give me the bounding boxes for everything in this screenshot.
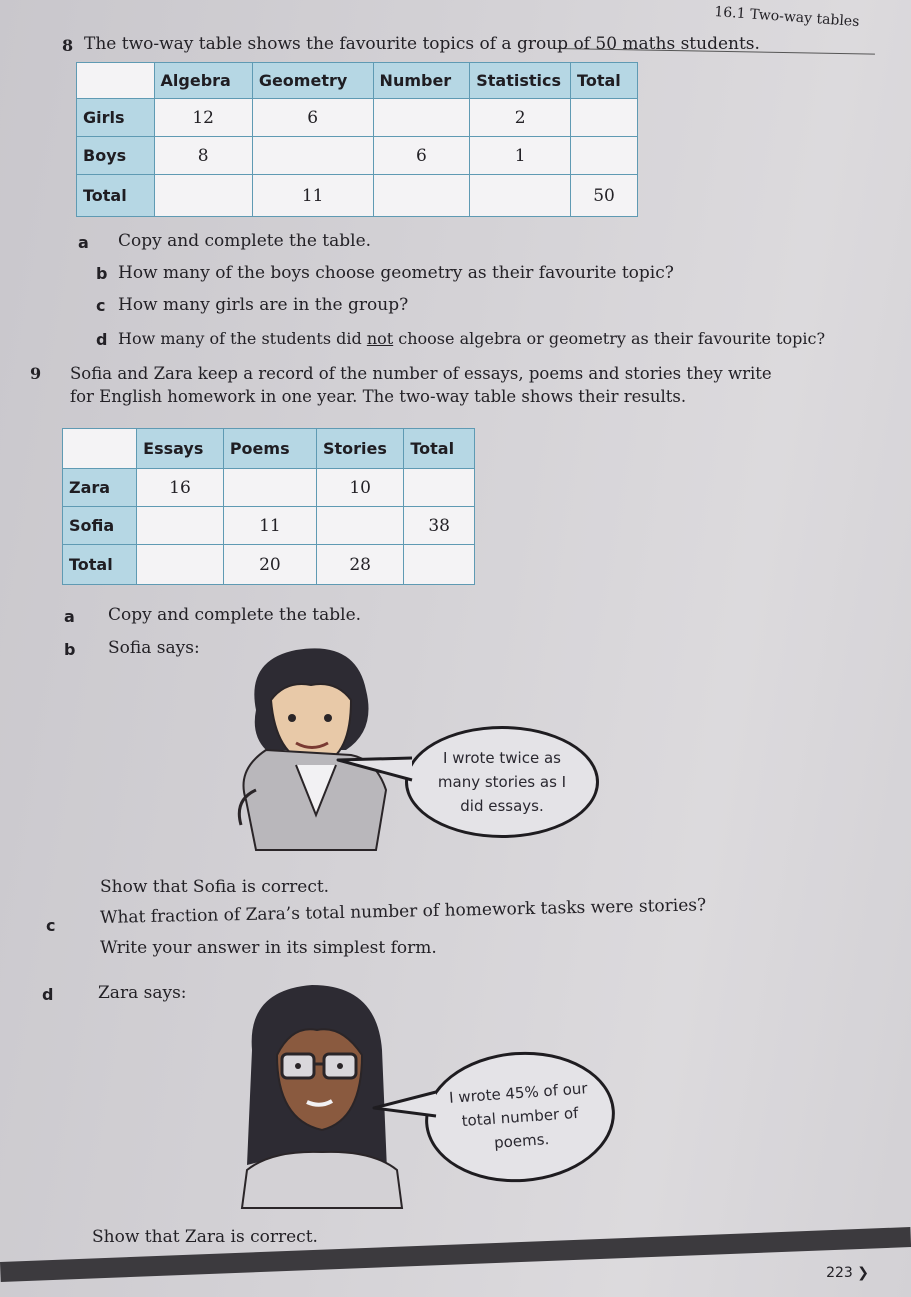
table-cell: 11 (223, 507, 316, 545)
q9-table-header-row (63, 429, 475, 469)
table-row (63, 545, 475, 585)
q9-row-header: Total (63, 545, 137, 585)
q8-part-c-letter: c (96, 296, 106, 315)
zara-speech-tail (372, 1088, 438, 1124)
q9-col-header: Total (404, 429, 475, 469)
q8-part-a-text: Copy and complete the table. (118, 231, 372, 251)
q8-part-d-text: How many of the students did not choose algebra or geometry as their favourite topic? (118, 329, 826, 348)
table-cell: 10 (316, 469, 403, 507)
q9-part-b-text: Sofia says: (108, 638, 200, 658)
table-row (77, 99, 638, 137)
q8-table (76, 62, 638, 217)
q8-table-corner (77, 63, 155, 99)
table-cell (223, 469, 316, 507)
q8-row-header: Girls (77, 99, 155, 137)
q9-part-c-line1: What fraction of Zara’s total number of homework tasks were stories? (99, 895, 707, 928)
table-cell (252, 137, 373, 175)
question-8-stem: The two-way table shows the favourite topics of a group of 50 maths students. (84, 34, 760, 54)
question-9-stem-line2: for English homework in one year. The two-way table shows their results. (70, 387, 687, 406)
table-cell: 38 (404, 507, 475, 545)
table-cell (316, 507, 403, 545)
q9-part-d-follow: Show that Zara is correct. (92, 1227, 318, 1247)
q9-col-header: Stories (316, 429, 403, 469)
table-cell (571, 99, 638, 137)
table-cell (154, 175, 252, 217)
table-cell: 12 (154, 99, 252, 137)
table-row (63, 469, 475, 507)
table-cell (137, 507, 224, 545)
sofia-speech-text: I wrote twice as many stories as I did essays. (437, 749, 567, 815)
zara-speech-bubble (421, 1046, 620, 1189)
sofia-speech-bubble (405, 726, 599, 838)
q8-part-b-letter: b (96, 264, 108, 283)
table-cell: 50 (571, 175, 638, 217)
table-cell: 6 (252, 99, 373, 137)
q9-col-header: Poems (223, 429, 316, 469)
table-cell (404, 469, 475, 507)
q8-col-header: Algebra (154, 63, 252, 99)
table-row (77, 175, 638, 217)
q9-part-d-text: Zara says: (98, 983, 187, 1003)
table-cell (373, 175, 470, 217)
table-cell: 16 (137, 469, 224, 507)
table-row (77, 137, 638, 175)
q9-part-c-line2: Write your answer in its simplest form. (100, 938, 437, 958)
table-cell: 8 (154, 137, 252, 175)
table-cell: 6 (373, 137, 470, 175)
table-cell (470, 175, 571, 217)
table-cell: 20 (223, 545, 316, 585)
q9-part-d-letter: d (42, 985, 54, 1004)
chevron-right-icon: ❯ (857, 1265, 869, 1281)
q8-row-header: Boys (77, 137, 155, 175)
table-cell: 1 (470, 137, 571, 175)
q9-part-a-letter: a (64, 607, 75, 626)
zara-speech-text: I wrote 45% of our total number of poems. (448, 1079, 589, 1152)
q9-table-corner (63, 429, 137, 469)
q9-table (62, 428, 475, 585)
question-9-number: 9 (30, 364, 42, 383)
question-8-number: 8 (62, 36, 74, 55)
q8-row-header: Total (77, 175, 155, 217)
q8-table-header-row (77, 63, 638, 99)
q8-part-d-letter: d (96, 330, 108, 349)
q9-row-header: Zara (63, 469, 137, 507)
q8-col-header: Geometry (252, 63, 373, 99)
table-cell: 28 (316, 545, 403, 585)
table-row (63, 507, 475, 545)
table-cell (571, 137, 638, 175)
q8-col-header: Statistics (470, 63, 571, 99)
q8-col-header: Total (571, 63, 638, 99)
q8-part-a-letter: a (78, 233, 89, 252)
q9-col-header: Essays (137, 429, 224, 469)
emphasis-not: not (366, 329, 394, 348)
section-title: 16.1 Two-way tables (713, 4, 860, 31)
q9-part-b-letter: b (64, 640, 76, 659)
q9-row-header: Sofia (63, 507, 137, 545)
table-cell (137, 545, 224, 585)
q9-part-c-letter: c (46, 916, 56, 935)
q8-part-b-text: How many of the boys choose geometry as their favourite topic? (118, 263, 674, 283)
table-cell: 2 (470, 99, 571, 137)
sofia-speech-tail (336, 748, 414, 788)
q9-part-a-text: Copy and complete the table. (108, 605, 362, 625)
question-9-stem-line1: Sofia and Zara keep a record of the number of essays, poems and stories they write (70, 364, 772, 383)
table-cell (404, 545, 475, 585)
table-cell (373, 99, 470, 137)
q8-part-c-text: How many girls are in the group? (118, 295, 409, 315)
q9-part-b-follow: Show that Sofia is correct. (100, 877, 330, 897)
page-number: 223 ❯ (826, 1265, 869, 1281)
q8-col-header: Number (373, 63, 470, 99)
table-cell: 11 (252, 175, 373, 217)
